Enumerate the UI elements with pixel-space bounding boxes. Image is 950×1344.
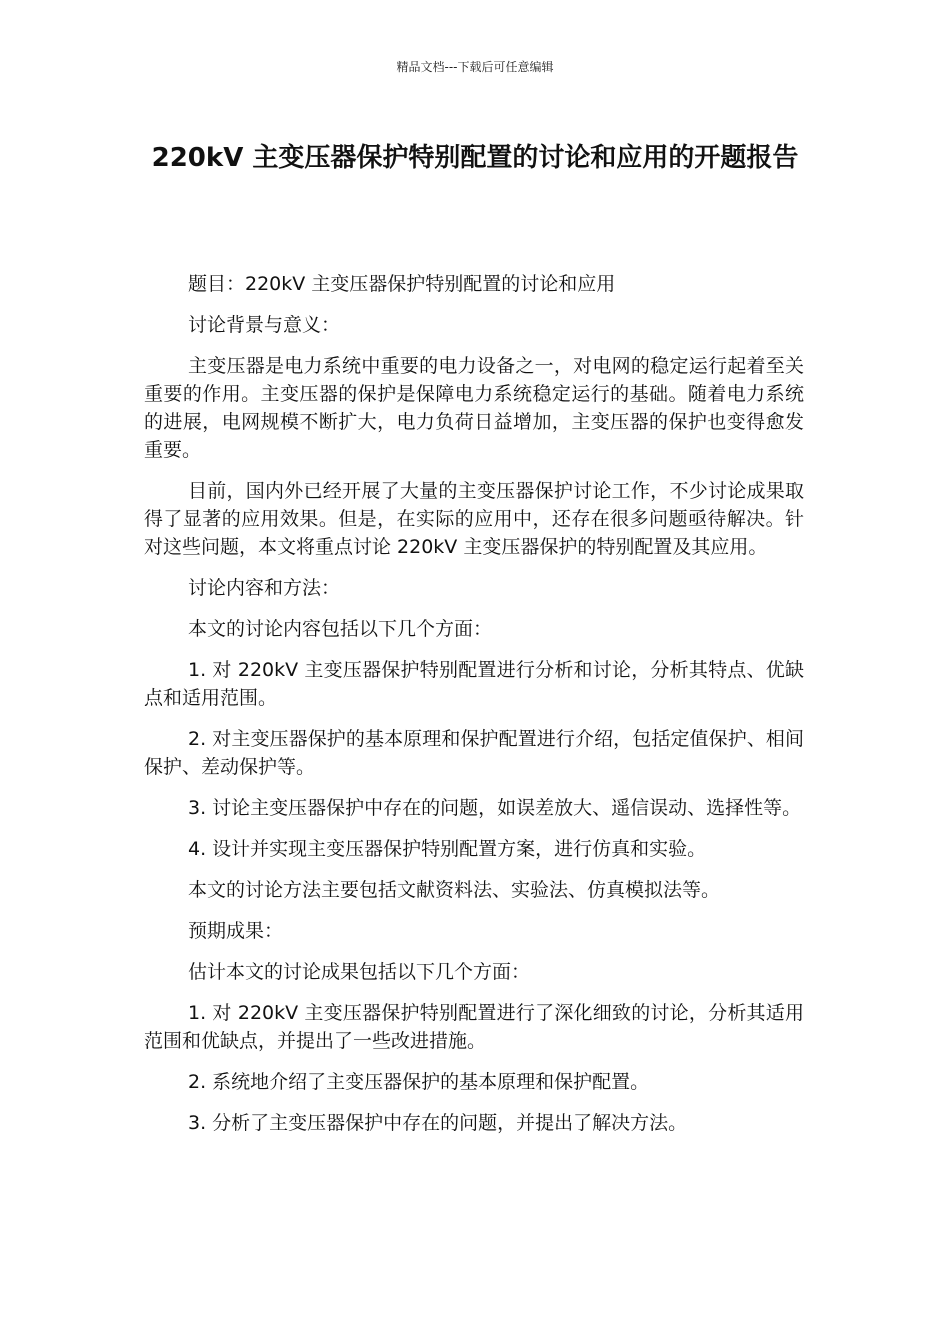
paragraph: 本文的讨论方法主要包括文献资料法、实验法、仿真模拟法等。 — [188, 879, 721, 901]
paragraph: 估计本文的讨论成果包括以下几个方面： — [188, 961, 531, 983]
paragraph: 目前，国内外已经开展了大量的主变压器保护讨论工作，不少讨论成果取得了显著的应用效果。但是，在实际的应用中，还存在很多问题亟待解决。针对这些问题，本文将重点讨论 220kV 主变压器保护的特别配置及其应用。 — [144, 480, 804, 558]
header-note: 精品文档---下载后可任意编辑 — [396, 60, 554, 74]
paragraph: 主变压器是电力系统中重要的电力设备之一，对电网的稳定运行起着至关重要的作用。主变压器的保护是保障电力系统稳定运行的基础。随着电力系统的进展，电网规模不断扩大，电力负荷日益增加，主变压器的保护也变得愈发重要。 — [144, 355, 804, 461]
section-heading-background: 讨论背景与意义： — [188, 314, 341, 336]
list-item: 2. 对主变压器保护的基本原理和保护配置进行介绍，包括定值保护、相间保护、差动保护等。 — [144, 728, 804, 778]
paragraph-topic: 题目：220kV 主变压器保护特别配置的讨论和应用 — [188, 273, 616, 295]
section-heading-expected-results: 预期成果： — [188, 920, 284, 942]
list-item: 1. 对 220kV 主变压器保护特别配置进行分析和讨论，分析其特点、优缺点和适用范围。 — [144, 659, 804, 709]
list-item: 1. 对 220kV 主变压器保护特别配置进行了深化细致的讨论，分析其适用范围和优缺点，并提出了一些改进措施。 — [144, 1002, 804, 1052]
document-body — [144, 270, 804, 1150]
list-item: 3. 讨论主变压器保护中存在的问题，如误差放大、遥信误动、选择性等。 — [188, 797, 802, 819]
document-title: 220kV 主变压器保护特别配置的讨论和应用的开题报告 — [151, 143, 799, 173]
list-item: 3. 分析了主变压器保护中存在的问题，并提出了解决方法。 — [188, 1112, 688, 1134]
list-item: 2. 系统地介绍了主变压器保护的基本原理和保护配置。 — [188, 1071, 650, 1093]
list-item: 4. 设计并实现主变压器保护特别配置方案，进行仿真和实验。 — [188, 838, 707, 860]
section-heading-content-method: 讨论内容和方法： — [188, 577, 341, 599]
paragraph: 本文的讨论内容包括以下几个方面： — [188, 618, 493, 640]
